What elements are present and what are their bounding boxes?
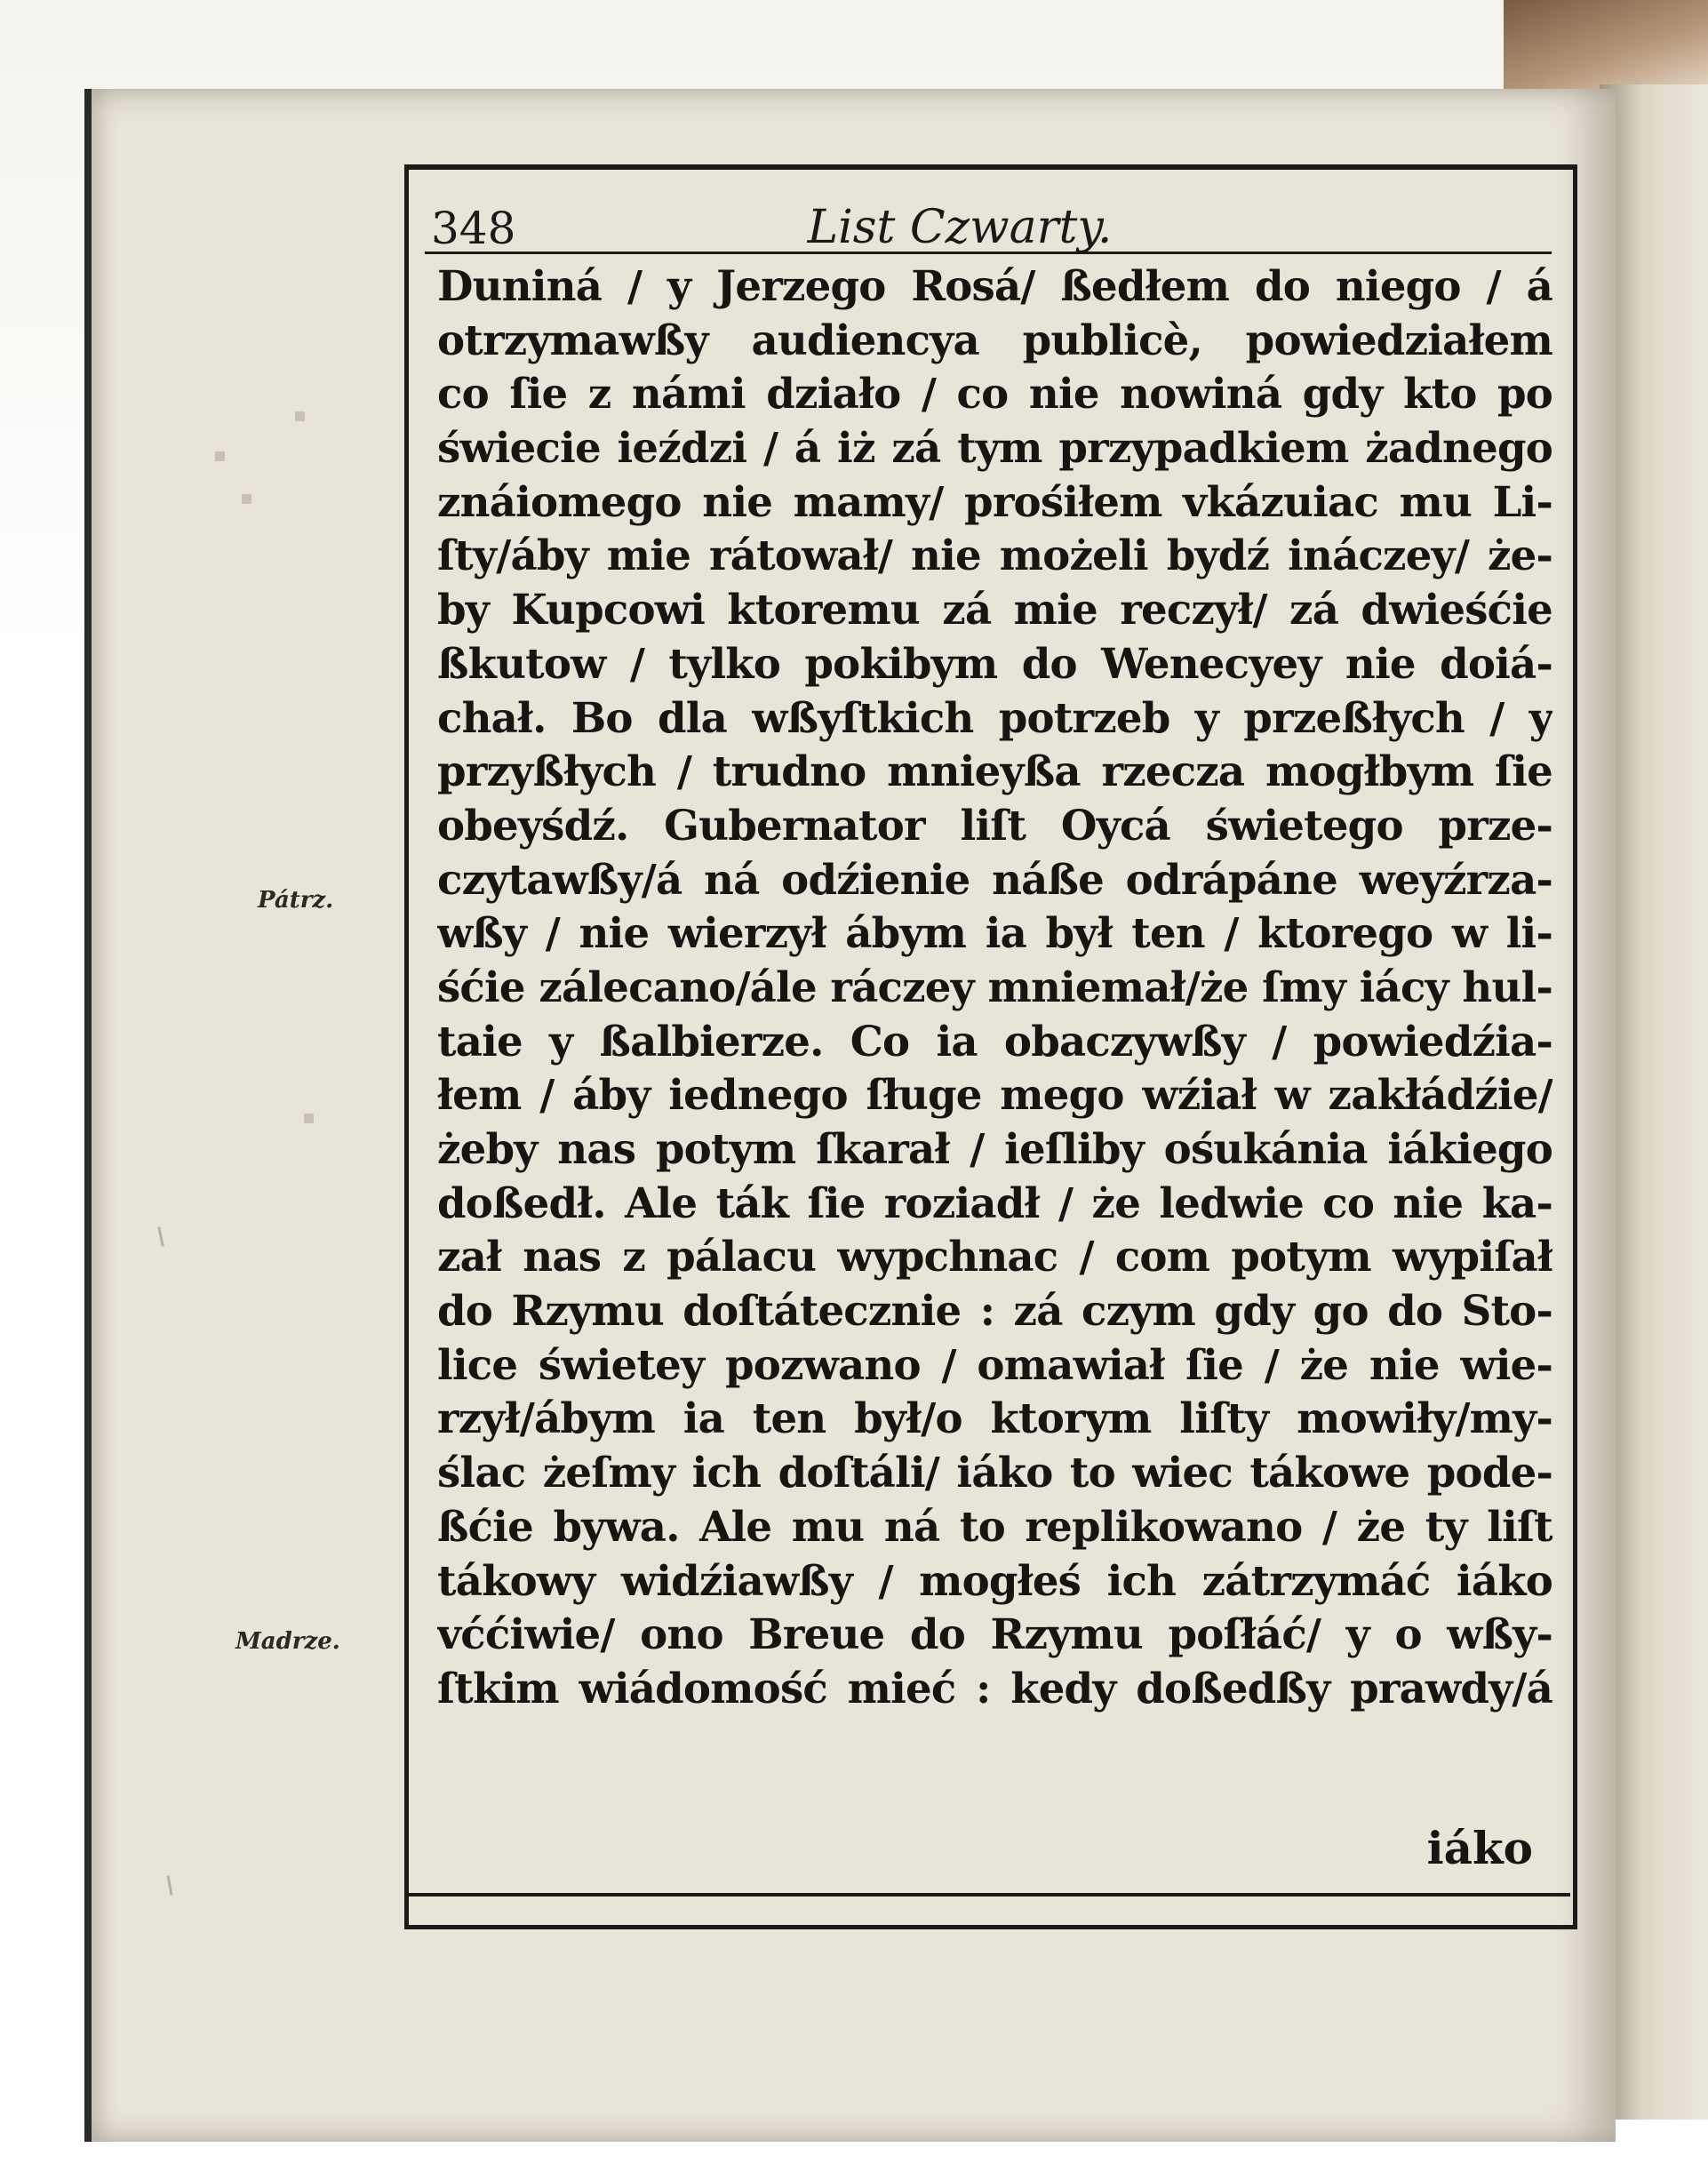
book-cover-corner (1504, 0, 1708, 98)
text-line: wßy / nie wierzył ábym ia był ten / ktorego w li- (437, 908, 1552, 958)
bleed-through-mark: ▪ (293, 404, 307, 427)
running-head: List Czwarty. (807, 201, 1113, 254)
text-line: rzył/ábym ia ten był/o ktorym liſty mowiły/my- (437, 1393, 1552, 1443)
page-number: 348 (431, 203, 516, 254)
text-line: świecie ieździ / á iż zá tym przypadkiem żadnego (437, 423, 1552, 473)
bleed-through-mark: ▪ (240, 487, 253, 509)
text-line: znáiomego nie mamy/ prośiłem vkázuiac mu Li- (437, 476, 1552, 526)
text-line: chał. Bo dla wßyſtkich potrzeb y przeßłych / y (437, 692, 1552, 742)
text-line: taie y ßalbierze. Co ia obaczywßy / powiedźia- (437, 1016, 1552, 1066)
text-line: zał nas z pálacu wypchnac / com potym wypiſał (437, 1232, 1552, 1282)
text-line: otrzymawßy audiencya publicè, powiedziałem (437, 315, 1552, 364)
text-line: łem / áby iednego ſługe mego wźiał w zakłádźie/ (437, 1070, 1552, 1120)
text-line: vććiwie/ ono Breue do Rzymu poſłáć/ y o wßy- (437, 1609, 1552, 1659)
footer-rule (404, 1893, 1570, 1897)
text-line: ſtkim wiádomość mieć : kedy doßedßy prawdy/á (437, 1663, 1552, 1713)
text-line: ßkutow / tylko pokibym do Wenecyey nie doiá- (437, 638, 1552, 688)
text-line: obeyśdź. Gubernator liſt Oycá świetego prze- (437, 800, 1552, 850)
bleed-through-mark: ▪ (302, 1106, 315, 1129)
text-line: czytawßy/á ná odźienie náße odrápáne weyźrza- (437, 854, 1552, 904)
text-line: Duniná / y Jerzego Rosá/ ßedłem do niego / á (437, 261, 1552, 310)
text-line: doßedł. Ale ták ſie roziadł / że ledwie co nie ka- (437, 1178, 1552, 1227)
text-line: lice świetey pozwano / omawiał ſie / że nie wie- (437, 1339, 1552, 1389)
text-line: śćie zálecano/ále ráczey mniemał/że ſmy iácy hul- (437, 962, 1552, 1011)
margin-note: Pátrz. (258, 887, 334, 914)
next-page-edge (1600, 84, 1708, 2120)
text-line: ślac żeſmy ich doſtáli/ iáko to wiec tákowe pode- (437, 1448, 1552, 1497)
page-header (422, 174, 1551, 254)
bleed-through-mark: ▪ (213, 444, 227, 467)
text-line: co ſie z námi działo / co nie nowiná gdy kto po (437, 369, 1552, 419)
text-line: ßćie bywa. Ale mu ná to replikowano / że ty liſt (437, 1501, 1552, 1551)
text-line: ſty/áby mie rátował/ nie możeli bydź ináczey/ że- (437, 531, 1552, 580)
text-line: do Rzymu doſtátecznie : zá czym gdy go do Sto- (437, 1286, 1552, 1336)
text-line: tákowy widźiawßy / mogłeś ich zátrzymáć iáko (437, 1555, 1552, 1605)
body-text (437, 260, 1552, 1716)
text-line: żeby nas potym ſkarał / ieſliby ośukánia iákiego (437, 1124, 1552, 1173)
margin-note: Madrze. (235, 1628, 340, 1655)
text-line: by Kupcowi ktoremu zá mie reczył/ zá dwieśćie (437, 585, 1552, 635)
catchword: iáko (1426, 1822, 1533, 1874)
text-line: przyßłych / trudno mnieyßa rzecza mogłbym ſie (437, 747, 1552, 796)
